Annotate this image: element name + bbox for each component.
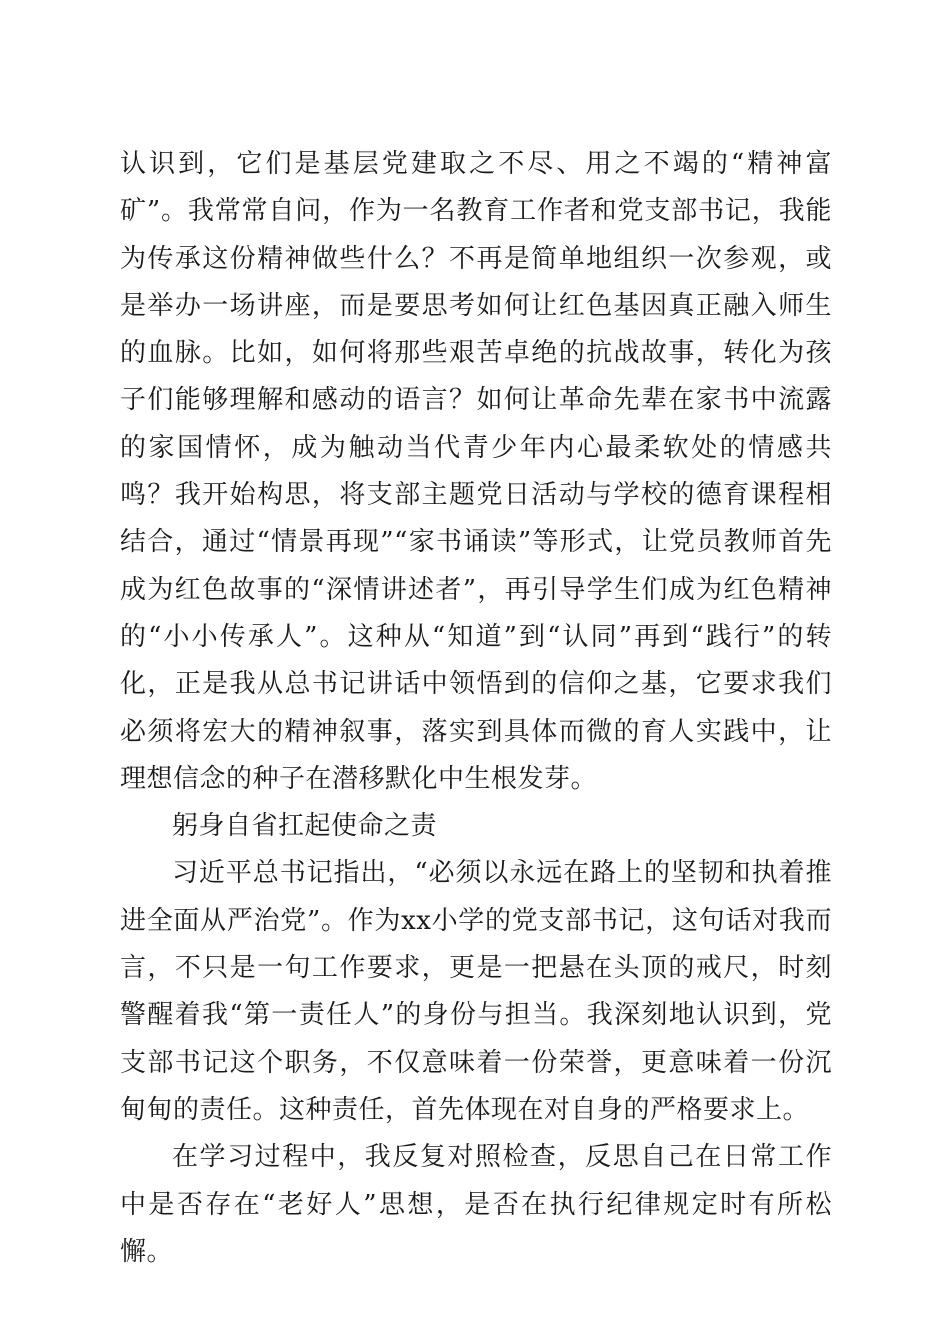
document-body: [120, 141, 832, 1276]
paragraph-red-gene-inheritance: 认识到，它们是基层党建取之不尽、用之不竭的“精神富矿”。我常常自问，作为一名教育工作者和党支部书记，我能为传承这份精神做些什么？不再是简单地组织一次参观，或是举办一场讲座，而是要思考如何让红色基因真正融入师生的血脉。比如，如何将那些艰苦卓绝的抗战故事，转化为孩子们能够理解和感动的语言？如何让革命先辈在家书中流露的家国情怀，成为触动当代青少年内心最柔软处的情感共鸣？我开始构思，将支部主题党日活动与学校的德育课程相结合，通过“情景再现”“家书诵读”等形式，让党员教师首先成为红色故事的“深情讲述者”，再引导学生们成为红色精神的“小小传承人”。这种从“知道”到“认同”再到“践行”的转化，正是我从总书记讲话中领悟到的信仰之基，它要求我们必须将宏大的精神叙事，落实到具体而微的育人实践中，让理想信念的种子在潜移默化中生根发芽。: [120, 149, 832, 794]
section-heading: 躬身自省扛起使命之责: [172, 811, 438, 842]
paragraph-self-reflection: 在学习过程中，我反复对照检查，反思自己在日常工作中是否存在“老好人”思想，是否在执行纪律规定时有所松懈。: [120, 1142, 832, 1267]
paragraph-strict-party-governance: 习近平总书记指出，“必须以永远在路上的坚韧和执着推进全面从严治党”。作为xx小学的党支部书记，这句话对我而言，不只是一句工作要求，更是一把悬在头顶的戒尺，时刻警醒着我“第一责任人”的身份与担当。我深刻地认识到，党支部书记这个职务，不仅意味着一份荣誉，更意味着一份沉甸甸的责任。这种责任，首先体现在对自身的严格要求上。: [120, 858, 832, 1125]
